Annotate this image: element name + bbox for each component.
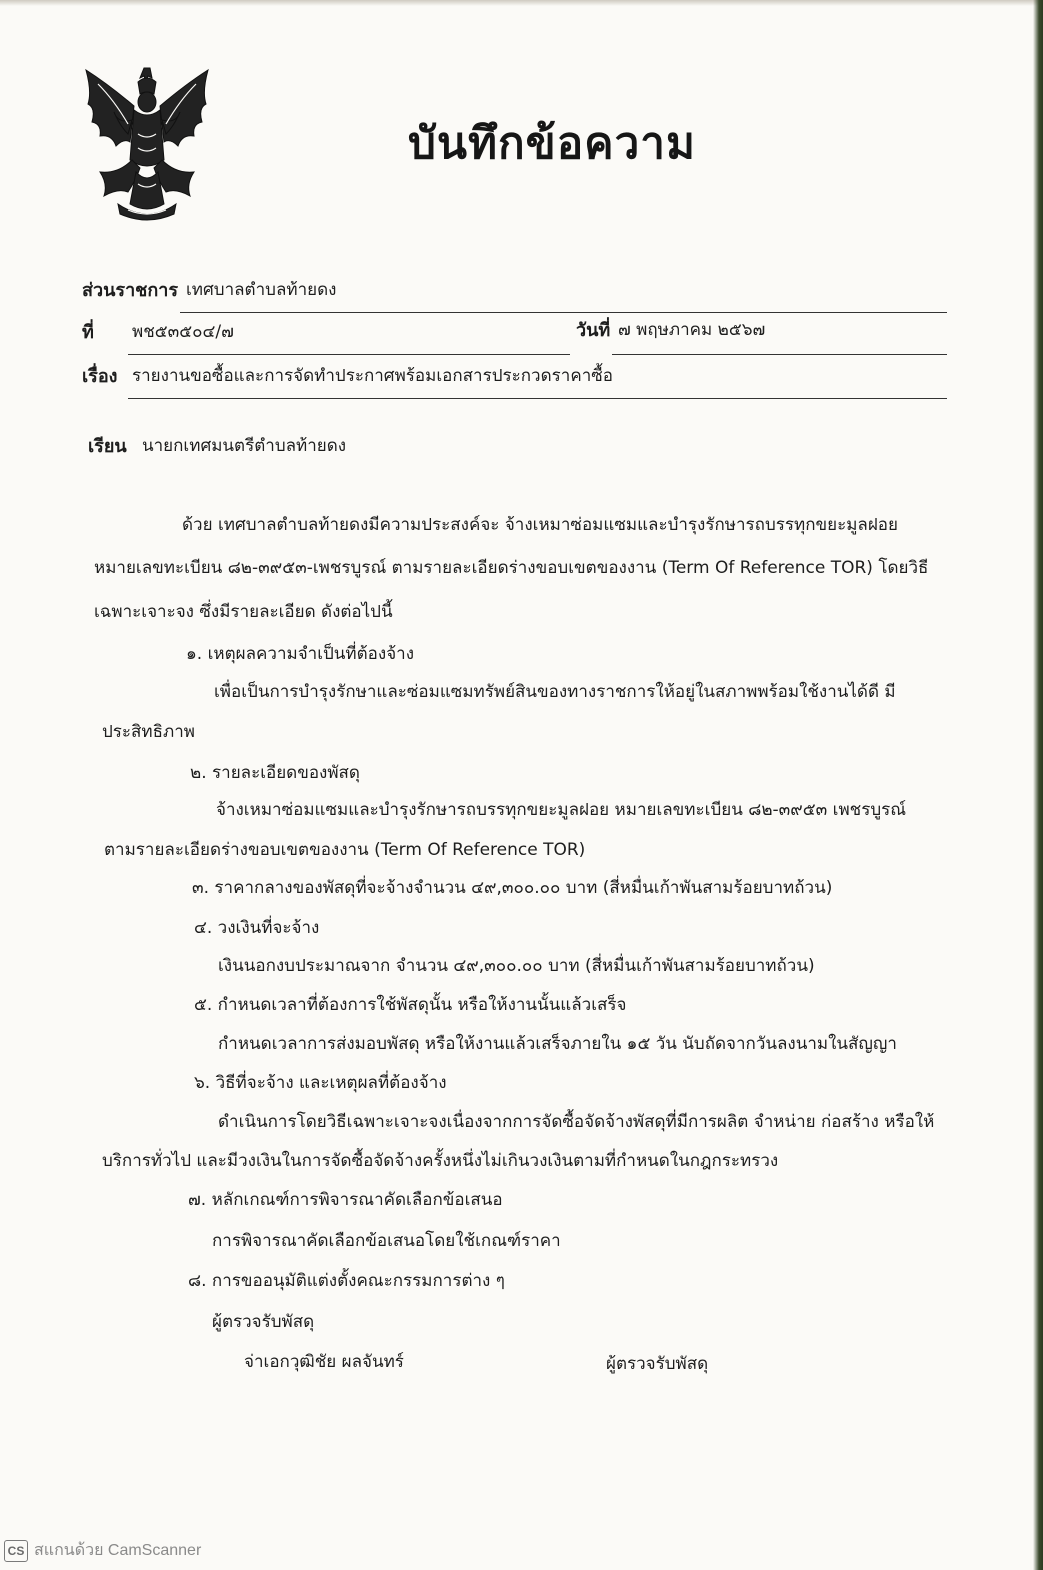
subject-line (128, 398, 947, 399)
section-2-heading: ๒. รายละเอียดของพัสดุ (190, 763, 360, 783)
date-label: วันที่ (576, 320, 611, 341)
date-line (612, 354, 947, 355)
subject-label: เรื่อง (82, 366, 118, 387)
ref-line (128, 354, 570, 355)
section-2-text-1: จ้างเหมาซ่อมแซมและบำรุงรักษารถบรรทุกขยะมูลฝอย หมายเลขทะเบียน ๘๒-๓๙๕๓ เพชรบูรณ์ (216, 800, 907, 820)
intro-line-2: หมายเลขทะเบียน ๘๒-๓๙๕๓-เพชรบูรณ์ ตามรายละเอียดร่างขอบเขตของงาน (Term Of Reference TOR) โดยวิธี (94, 558, 929, 578)
page-edge-shadow (1033, 0, 1043, 1570)
to-value: นายกเทศมนตรีตำบลท้ายดง (142, 436, 347, 456)
garuda-emblem-icon (78, 64, 216, 224)
section-8-heading: ๘. การขออนุมัติแต่งตั้งคณะกรรมการต่าง ๆ (188, 1271, 505, 1291)
section-7-heading: ๗. หลักเกณฑ์การพิจารณาคัดเลือกข้อเสนอ (188, 1190, 503, 1210)
date-value: ๗ พฤษภาคม ๒๕๖๗ (618, 320, 766, 340)
section-6-heading: ๖. วิธีที่จะจ้าง และเหตุผลที่ต้องจ้าง (194, 1073, 447, 1093)
intro-line-3: เฉพาะเจาะจง ซึ่งมีรายละเอียด ดังต่อไปนี้ (94, 602, 393, 622)
memo-title: บันทึกข้อความ (408, 118, 697, 169)
subject-value: รายงานขอซื้อและการจัดทำประกาศพร้อมเอกสารประกวดราคาซื้อ (132, 366, 613, 386)
ref-label: ที่ (82, 322, 94, 343)
department-label: ส่วนราชการ (82, 280, 179, 301)
department-value: เทศบาลตำบลท้ายดง (186, 280, 337, 300)
inspector-name: จ่าเอกวุฒิชัย ผลจันทร์ (244, 1352, 404, 1372)
inspector-role: ผู้ตรวจรับพัสดุ (606, 1354, 709, 1374)
section-1-text-2: ประสิทธิภาพ (102, 722, 195, 742)
section-5-heading: ๕. กำหนดเวลาที่ต้องการใช้พัสดุนั้น หรือให้งานนั้นแล้วเสร็จ (194, 995, 627, 1015)
page-top-edge (0, 0, 1043, 6)
section-1-heading: ๑. เหตุผลความจำเป็นที่ต้องจ้าง (186, 644, 414, 664)
camscanner-footer (4, 1538, 201, 1563)
section-2-text-2: ตามรายละเอียดร่างขอบเขตของงาน (Term Of Reference TOR) (104, 840, 586, 860)
section-1-text-1: เพื่อเป็นการบำรุงรักษาและซ่อมแซมทรัพย์สินของทางราชการให้อยู่ในสภาพพร้อมใช้งานได้ดี มี (214, 682, 896, 702)
to-label: เรียน (88, 436, 127, 457)
section-7-text: การพิจารณาคัดเลือกข้อเสนอโดยใช้เกณฑ์ราคา (212, 1231, 561, 1251)
section-6-text-2: บริการทั่วไป และมีวงเงินในการจัดซื้อจัดจ้างครั้งหนึ่งไม่เกินวงเงินตามที่กำหนดในกฎกระทรวง (102, 1151, 779, 1171)
ref-number: พช๕๓๕๐๔/๗ (132, 322, 234, 342)
section-5-text: กำหนดเวลาการส่งมอบพัสดุ หรือให้งานแล้วเสร็จภายใน ๑๕ วัน นับถัดจากวันลงนามในสัญญา (218, 1034, 897, 1054)
camscanner-logo-icon: CS (4, 1540, 28, 1562)
section-4-heading: ๔. วงเงินที่จะจ้าง (194, 918, 320, 938)
department-line (180, 312, 947, 313)
intro-line-1: ด้วย เทศบาลตำบลท้ายดงมีความประสงค์จะ จ้างเหมาซ่อมแซมและบำรุงรักษารถบรรทุกขยะมูลฝอย (182, 515, 898, 535)
section-3-heading: ๓. ราคากลางของพัสดุที่จะจ้างจำนวน ๔๙,๓๐๐.๐๐ บาท (สี่หมื่นเก้าพันสามร้อยบาทถ้วน) (192, 878, 833, 898)
section-4-text: เงินนอกงบประมาณจาก จำนวน ๔๙,๓๐๐.๐๐ บาท (สี่หมื่นเก้าพันสามร้อยบาทถ้วน) (218, 956, 815, 976)
section-8-sub: ผู้ตรวจรับพัสดุ (212, 1312, 315, 1332)
section-6-text-1: ดำเนินการโดยวิธีเฉพาะเจาะจงเนื่องจากการจัดซื้อจัดจ้างพัสดุที่มีการผลิต จำหน่าย ก่อสร้าง หรือให้ (218, 1112, 935, 1132)
camscanner-text: สแกนด้วย CamScanner (34, 1542, 202, 1559)
